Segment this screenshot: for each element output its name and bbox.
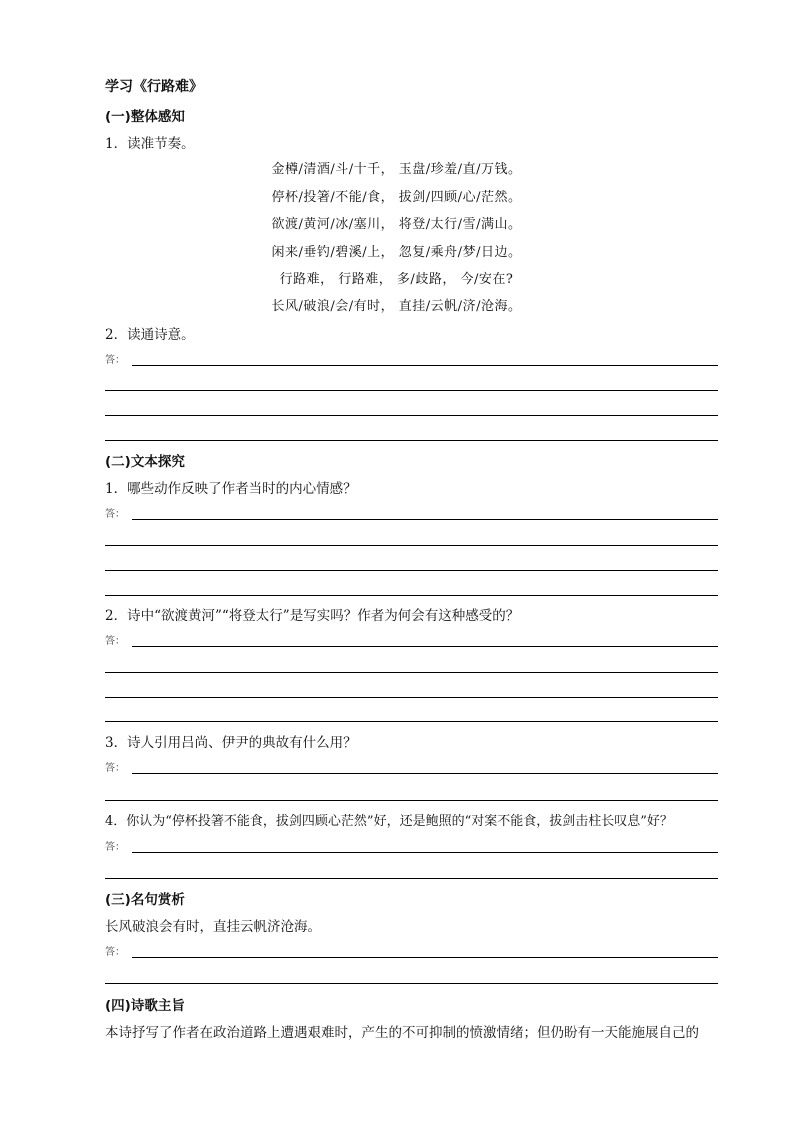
answer-line[interactable] <box>105 721 718 722</box>
page-title: 学习《行路难》 <box>105 79 203 95</box>
section-heading-1: (一)整体感知 <box>105 109 185 125</box>
answer-line[interactable] <box>132 365 718 366</box>
question-2-1: 1．哪些动作反映了作者当时的内心情感？ <box>105 481 357 497</box>
answer-label: 答： <box>105 355 125 366</box>
poem-line: 闲来/垂钓/碧溪/上， 忽复/乘舟/梦/日边。 <box>271 245 522 260</box>
poem-line: 金樽/清酒/斗/十千， 玉盘/珍羞/直/万钱。 <box>271 162 522 177</box>
poem-line: 行路难， 行路难， 多/歧路， 今/安在? <box>279 272 514 287</box>
theme-paragraph: 本诗抒写了作者在政治道路上遭遇艰难时，产生的不可抑制的愤激情绪；但仍盼有一天能施展自己的 <box>105 1025 699 1041</box>
question-1-1: 1．读准节奏。 <box>105 136 195 152</box>
question-1-2: 2．读通诗意。 <box>105 327 195 343</box>
answer-line[interactable] <box>105 672 718 673</box>
answer-label: 答： <box>105 763 125 774</box>
answer-line[interactable] <box>105 570 718 571</box>
answer-line[interactable] <box>132 852 718 853</box>
poem-line: 欲渡/黄河/冰/塞川， 将登/太行/雪/满山。 <box>271 217 522 232</box>
answer-line[interactable] <box>105 545 718 546</box>
poem-line: 停杯/投箸/不能/食， 拔剑/四顾/心/茫然。 <box>271 190 522 205</box>
answer-line[interactable] <box>132 773 718 774</box>
question-2-2: 2．诗中“欲渡黄河”“将登太行”是写实吗？作者为何会有这种感受的？ <box>105 608 520 624</box>
answer-label: 答： <box>105 636 125 647</box>
answer-line[interactable] <box>105 415 718 416</box>
answer-line[interactable] <box>132 646 718 647</box>
section-heading-3: (三)名句赏析 <box>105 892 185 908</box>
answer-label: 答： <box>105 509 125 520</box>
answer-label: 答： <box>105 842 125 853</box>
famous-line: 长风破浪会有时，直挂云帆济沧海。 <box>105 919 321 935</box>
answer-line[interactable] <box>105 390 718 391</box>
answer-line[interactable] <box>105 878 718 879</box>
poem-line: 长风/破浪/会/有时， 直挂/云帆/济/沧海。 <box>271 299 522 314</box>
answer-line[interactable] <box>105 595 718 596</box>
answer-line[interactable] <box>105 697 718 698</box>
answer-line[interactable] <box>132 957 718 958</box>
question-2-3: 3．诗人引用吕尚、伊尹的典故有什么用？ <box>105 735 357 751</box>
question-2-4: 4．你认为“停杯投箸不能食，拔剑四顾心茫然”好，还是鲍照的“对案不能食，拔剑击柱长叹息”好？ <box>105 814 673 829</box>
answer-label: 答： <box>105 947 125 958</box>
answer-line[interactable] <box>132 519 718 520</box>
answer-line[interactable] <box>105 983 718 984</box>
section-heading-2: (二)文本探究 <box>105 454 185 470</box>
section-heading-4: (四)诗歌主旨 <box>105 998 185 1014</box>
answer-line[interactable] <box>105 800 718 801</box>
answer-line[interactable] <box>105 440 718 441</box>
